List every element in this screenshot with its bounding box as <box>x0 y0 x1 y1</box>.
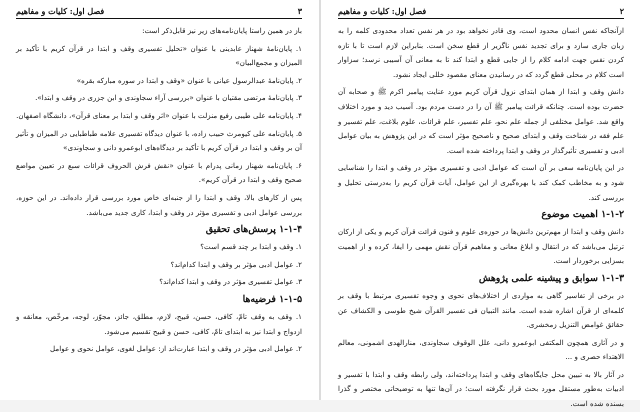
thesis-item: ۲. پایان‌نامۀ عبدالرسول عیانی با عنوان «وقف و ابتدا در سوره مبارکه بقره» <box>76 75 302 85</box>
right-paragraph-1: ازآنجاکه نفس انسان محدود است، وی قادر نخواهد بود در هر نفس تعداد محدودی کلمه را به زبان جاری سازد و برای تجدید نفس ناگزیر از قطع سخن است. بنابراین لازم است تا با تازه کردن نفس جهت ادامه کلام را از جایی قطع و ابتدا کند تا به معانی آن آسیبی نرسد؛ سزاوار است کلام در محلی قطع گردد که در رسانیدن معنای مقصود خللی ایجاد نشود. <box>338 26 624 79</box>
background-text-1: در برخی از تفاسیر گاهی به مواردی از اختلاف‌های نحوی و وجوه تفسیری مرتبط با وقف بر کلمه‌ای از قرآن اشاره شده است. مانند التبیان فی تفسیر القرآن شیخ طوسی و الکشاف عن حقائق غوامض التنزیل زمخشری. <box>338 290 624 330</box>
right-page-number: ۲ <box>619 6 624 16</box>
left-intro: باز در همین راستا پایان‌نامه‌های زیر نیز قابل‌ذکر است: <box>142 26 302 35</box>
right-paragraph-3: در این پایان‌نامه سعی بر آن است که عوامل ادبی و تفسیری مؤثر در وقف و ابتدا را شناسایی شود و به مخاطب کمک کند با بهره‌گیری از این عوامل، آیات قرآن کریم را به‌درستی تحلیل و بررسی کند. <box>338 163 624 202</box>
left-page-header-title: فصل اول: کلیات و مفاهیم <box>16 6 105 16</box>
background-text-2: و در آثاری همچون المکتفی ابوعمرو دانی، علل الوقوف سجاوندی، منارالهدی اشمونی، معالم الاهتداء حصری و ... <box>338 337 624 362</box>
thesis-item: ۱. پایان‌نامۀ شهناز عابدینی با عنوان «تحلیل تفسیری وقف و ابتدا در قرآن کریم با تأکید بر المیزان و مجمع‌البیان» <box>16 43 302 68</box>
hypothesis-item: ۱. وقف به وقف تامّ، کافی، حسن، قبیح، لازم، مطلق، جائز، مجوّز، لوجه، مرخّص، معانقه و ازدواج و ابتدا نیز به ابتدای تامّ، کافی، حسن و قبیح تقسیم می‌شود. <box>16 311 302 336</box>
thesis-list <box>16 42 302 188</box>
section-title-hypotheses: ۱-۱-۵ فرضیه‌ها <box>242 293 302 305</box>
question-item: ۳. عوامل تفسیری مؤثر در وقف و ابتدا کدام‌اند؟ <box>159 277 302 287</box>
thesis-item: ۶. پایان‌نامه شهناز زمانی پدرام با عنوان «نقش فرش الحروف قرائات سبع در تعیین مواضع صحیح وقف و ابتدا در قرآن کریم». <box>16 160 302 185</box>
hypotheses-list <box>16 310 302 357</box>
question-item: ۱. وقف و ابتدا بر چند قسم است؟ <box>200 242 302 252</box>
importance-text: دانش وقف و ابتدا از مهم‌ترین دانش‌ها در حوزه‌ی علوم و فنون قرائت قرآن کریم و یکی از ارکان ترتیل می‌باشد که در انتقال و ابلاغ معانی و مفاهیم قرآن نقش مهمی را ایفا، کرده و از اهمیت بسزایی برخوردار است. <box>338 227 624 266</box>
question-item: ۲. عوامل ادبی مؤثر بر وقف و ابتدا کدام‌اند؟ <box>170 259 302 269</box>
background-text-3: در آثار بالا به تبیین محل جایگاه‌های وقف و ابتدا پرداخته‌اند، ولی رابطه وقف و ابتدا با تفسیر و ادبیات به‌طور مستقل مورد بحث قرار نگرفته است؛ در آن‌ها تنها به توضیحاتی مختصر و گذرا بسنده شده است. <box>338 369 624 409</box>
left-page-header <box>16 6 302 19</box>
left-summary: پس از کارهای بالا، وقف و ابتدا را از جنبه‌ای خاص مورد بررسی قرار داده‌اند. در این حوزه، بررسی عوامل ادبی و تفسیری مؤثر در وقف و ابتدا، کاری جدید می‌باشد. <box>16 192 302 217</box>
left-page <box>0 0 318 400</box>
hypothesis-item: ۲. عوامل ادبی مؤثر در وقف و ابتدا عبارت‌اند از: عوامل لغوی، عوامل نحوی و عوامل <box>49 344 302 354</box>
questions-list <box>16 240 302 290</box>
section-title-questions: ۱-۱-۴ پرسش‌های تحقیق <box>205 224 302 236</box>
right-paragraph-2: دانش وقف و ابتدا از همان ابتدای نزول قرآن کریم مورد عنایت پیامبر اکرم ﷺ و صحابه آن حضرت بوده است. چنانکه قرائت پیامبر ﷺ آن را در دست مردم بود. آسیب دید و مورد اختلاف واقع شد. عوامل مختلفی از جمله علم نحو، علم تفسیر، علم قرائات، علوم بلاغت، علم تفسیر و علم فقه در شناخت وقف و ابتدای صحیح و ناصحیح مؤثر است که در این پژوهش به بیان عوامل ادبی و تفسیری تأثیرگذار در وقف و ابتدا پرداخته شده است. <box>338 87 624 155</box>
right-page-header-title: فصل اول: کلیات و مفاهیم <box>338 6 427 16</box>
thesis-item: ۴. پایان‌نامه علی طیبی رفیع منزلت با عنوان «اثر وقف و ابتدا بر معنای قرآن»، دانشگاه اصفهان. <box>16 110 302 120</box>
left-page-number: ۳ <box>297 6 302 16</box>
thesis-item: ۵. پایان‌نامه علی کیومرث حبیب زاده، با عنوان دیدگاه تفسیری علامه طباطبایی در المیزان و تأثیر آن بر وقف و ابتدا در قرآن کریم با تأکید بر دیدگاه‌های ابوعمرو دانی و سجاوندی» <box>16 128 302 153</box>
section-title-background: ۱-۱-۳ سوابق و پیشینه علمی پژوهش <box>478 272 624 284</box>
thesis-item: ۳. پایان‌نامۀ مرتضی مقتیان با عنوان «بررسی آراء سجاوندی و ابن جزری در وقف و ابتدا». <box>35 93 302 103</box>
section-title-importance: ۱-۱-۲ اهمیت موضوع <box>541 209 624 221</box>
right-page-header <box>338 6 624 19</box>
page-gutter <box>319 0 321 400</box>
right-page <box>322 0 640 409</box>
